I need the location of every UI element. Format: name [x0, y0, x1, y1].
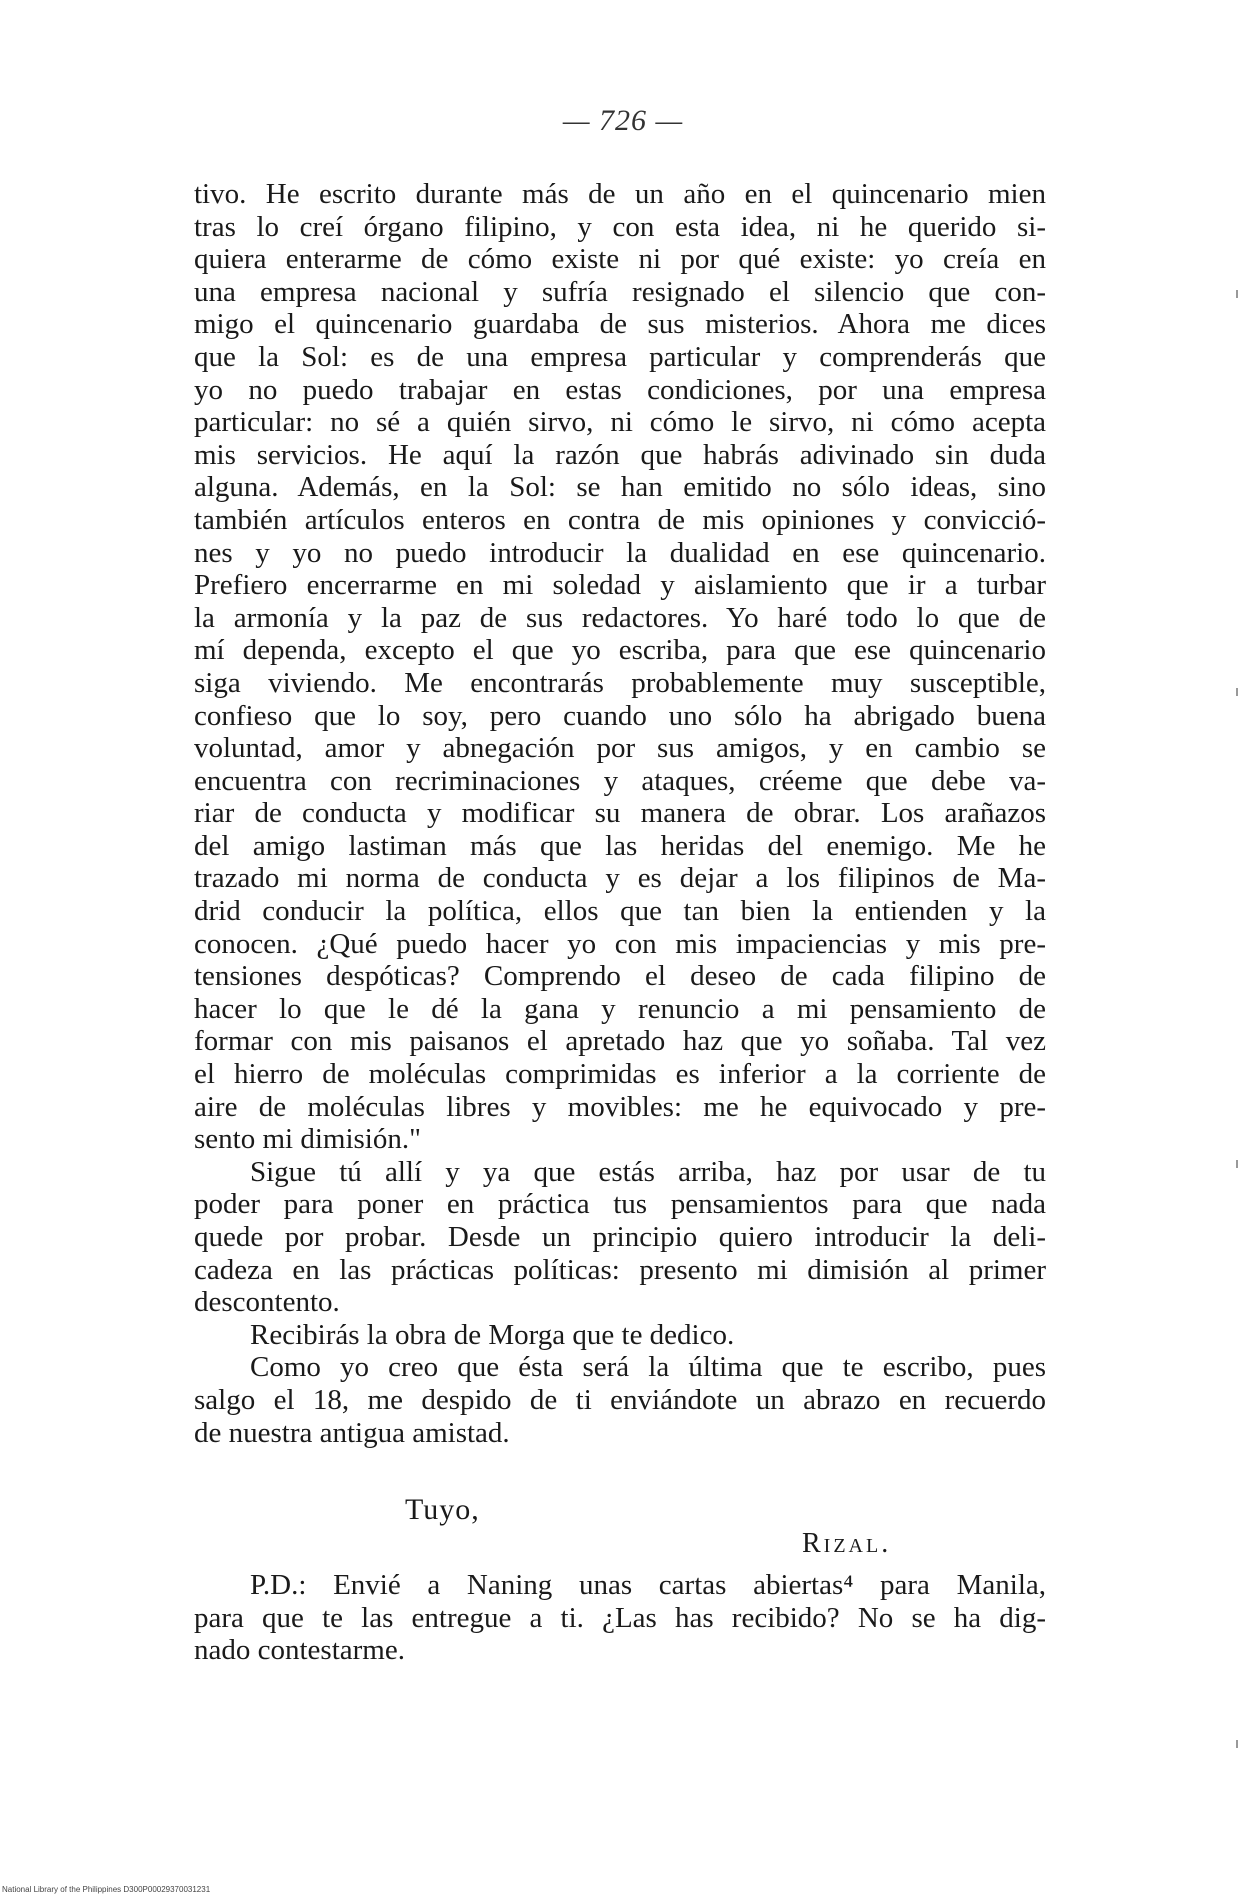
text-line: de nuestra antigua amistad.: [194, 1416, 510, 1449]
text-line: mis servicios. He aquí la razón que habrás adivinado sin duda: [194, 438, 1046, 471]
text-line: yo no puedo trabajar en estas condiciones, por una empresa: [194, 373, 1046, 406]
text-line: Como yo creo que ésta será la última que te escribo, pues: [250, 1351, 1046, 1384]
text-line: Recibirás la obra de Morga que te dedico.: [250, 1318, 735, 1351]
text-line: Sigue tú allí y ya que estás arriba, haz por usar de tu: [250, 1155, 1046, 1188]
scan-edge-mark: [1236, 1740, 1238, 1748]
text-line: para que te las entregue a ti. ¿Las has recibido? No se ha dig-: [194, 1601, 1046, 1634]
text-line: formar con mis paisanos el apretado haz que yo soñaba. Tal vez: [194, 1025, 1046, 1058]
letter-body: [194, 178, 1046, 1449]
text-line: del amigo lastiman más que las heridas del enemigo. Me he: [194, 829, 1046, 862]
text-line: encuentra con recriminaciones y ataques, créeme que debe va-: [194, 764, 1046, 797]
text-line: confieso que lo soy, pero cuando uno sólo ha abrigado buena: [194, 699, 1046, 732]
text-line: drid conducir la política, ellos que tan bien la entienden y la: [194, 895, 1046, 928]
text-line: tensiones despóticas? Comprendo el deseo de cada filipino de: [194, 960, 1046, 993]
text-line: sento mi dimisión.": [194, 1123, 421, 1156]
page-number: — 726 —: [562, 104, 684, 137]
scan-edge-mark: [1236, 1160, 1238, 1168]
text-line: descontento.: [194, 1286, 340, 1319]
text-line: que la Sol: es de una empresa particular y comprenderás que: [194, 340, 1046, 373]
text-line: el hierro de moléculas comprimidas es inferior a la corriente de: [194, 1058, 1046, 1091]
text-line: trazado mi norma de conducta y es dejar a los filipinos de Ma-: [194, 862, 1046, 895]
text-line: una empresa nacional y sufría resignado el silencio que con-: [194, 275, 1046, 308]
text-line: quede por probar. Desde un principio quiero introducir la deli-: [194, 1221, 1046, 1253]
text-line: conocen. ¿Qué puedo hacer yo con mis impaciencias y mis pre-: [194, 927, 1046, 960]
scan-edge-mark: [1236, 290, 1238, 298]
text-line: P.D.: Envié a Naning unas cartas abiertas⁴ para Manila,: [250, 1569, 1046, 1601]
text-line: también artículos enteros en contra de mis opiniones y convicció-: [194, 503, 1046, 536]
text-line: nes y yo no puedo introducir la dualidad en ese quincenario.: [194, 536, 1046, 569]
text-line: tivo. He escrito durante más de un año en el quincenario mien: [194, 178, 1046, 210]
text-line: mí dependa, excepto el que yo escriba, para que ese quincenario: [194, 634, 1046, 667]
signature: Rizal.: [802, 1528, 892, 1559]
scan-edge-mark: [1236, 688, 1238, 696]
text-line: nado contestarme.: [194, 1634, 405, 1667]
text-line: riar de conducta y modificar su manera de obrar. Los arañazos: [194, 797, 1046, 830]
scan-footer: National Library of the Philippines D300P00029370031231: [2, 1885, 211, 1894]
text-line: tras lo creí órgano filipino, y con esta idea, ni he querido si-: [194, 210, 1046, 243]
text-line: salgo el 18, me despido de ti enviándote un abrazo en recuerdo: [194, 1383, 1046, 1416]
text-line: Prefiero encerrarme en mi soledad y aislamiento que ir a turbar: [194, 569, 1046, 602]
text-line: poder para poner en práctica tus pensamientos para que nada: [194, 1188, 1046, 1221]
text-line: quiera enterarme de cómo existe ni por qué existe: yo creía en: [194, 243, 1046, 276]
text-line: migo el quincenario guardaba de sus misterios. Ahora me dices: [194, 308, 1046, 341]
text-line: particular: no sé a quién sirvo, ni cómo le sirvo, ni cómo acepta: [194, 406, 1046, 439]
text-line: aire de moléculas libres y movibles: me he equivocado y pre-: [194, 1090, 1046, 1123]
text-line: cadeza en las prácticas políticas: presento mi dimisión al primer: [194, 1253, 1046, 1286]
text-line: siga viviendo. Me encontrarás probablemente muy susceptible,: [194, 666, 1046, 699]
text-line: la armonía y la paz de sus redactores. Yo haré todo lo que de: [194, 601, 1046, 634]
text-line: alguna. Además, en la Sol: se han emitido no sólo ideas, sino: [194, 471, 1046, 504]
postscript: [194, 1569, 1046, 1667]
text-line: voluntad, amor y abnegación por sus amigos, y en cambio se: [194, 732, 1046, 765]
closing-salutation: Tuyo,: [405, 1493, 480, 1526]
text-line: hacer lo que le dé la gana y renuncio a mi pensamiento de: [194, 992, 1046, 1025]
